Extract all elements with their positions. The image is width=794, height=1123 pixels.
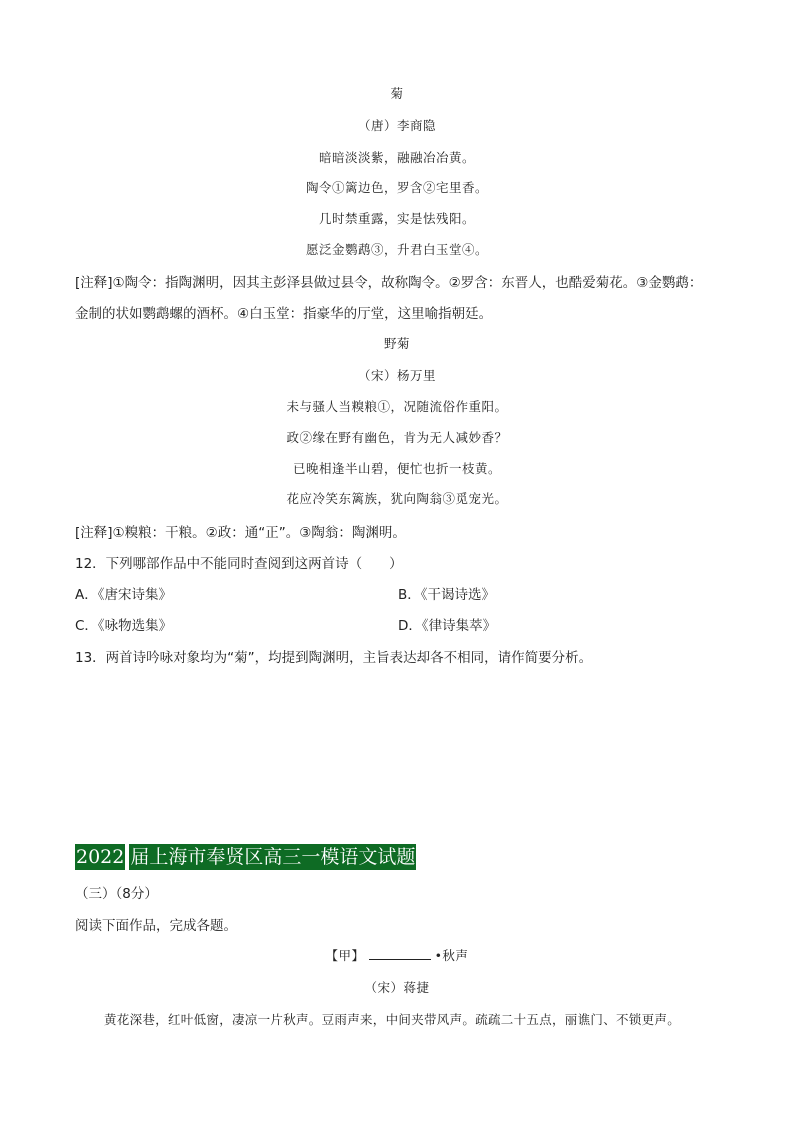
question-12: 12．下列哪部作品中不能同时查阅到这两首诗（ ） [75, 556, 403, 572]
banner-title: 届上海市奉贤区高三一模语文试题 [130, 846, 416, 868]
poem1-line-2: 陶令①篱边色，罗含②宅里香。 [305, 180, 488, 195]
poem2-line-3: 已晚相逢半山碧，便忙也折一枝黄。 [292, 461, 501, 476]
question-13: 13．两首诗吟咏对象均为“菊”，均提到陶渊明，主旨表达却各不相同，请作简要分析。 [75, 650, 593, 666]
q12-option-d: D．《律诗集萃》 [398, 618, 497, 634]
q12-option-a: A．《唐宋诗集》 [75, 587, 172, 603]
poem3-author: （宋）蒋捷 [364, 980, 430, 995]
poem1-notes-line-2: 金制的状如鹦鹉螺的酒杯。④白玉堂：指豪华的厅堂，这里喻指朝廷。 [75, 306, 493, 322]
poem1-line-4: 愿泛金鹦鹉③，升君白玉堂④。 [305, 242, 488, 257]
banner-year: 2022 [76, 846, 125, 868]
poem1-line-3: 几时禁重露，实是怯残阳。 [318, 211, 475, 226]
reading-instruction: 阅读下面作品，完成各题。 [75, 918, 237, 934]
poem3-title-prefix: 【甲】 [325, 948, 365, 963]
poem1-line-1: 暗暗淡淡紫，融融冶冶黄。 [318, 150, 475, 165]
poem1-title: 菊 [390, 86, 404, 101]
poem3-title [0, 946, 794, 964]
section-heading: （三）（8分） [75, 886, 158, 902]
poem3-line-1: 黄花深巷，红叶低窗，凄凉一片秋声。豆雨声来，中间夹带风声。疏疏二十五点，丽谯门、不锁更声。 [104, 1012, 681, 1027]
poem2-notes: [注释]①糗粮：干粮。②政：通“正”。③陶翁：陶渊明。 [75, 525, 406, 541]
poem3-title-suffix: •秋声 [434, 948, 469, 963]
q12-option-c: C．《咏物选集》 [75, 618, 173, 634]
poem2-line-1: 未与骚人当糗粮①，况随流俗作重阳。 [286, 399, 508, 414]
poem1-author: （唐）李商隐 [357, 118, 436, 133]
poem2-author: （宋）杨万里 [357, 368, 436, 383]
q12-option-b: B．《干谒诗选》 [398, 587, 496, 603]
poem1-notes-line-1: [注释]①陶令：指陶渊明，因其主彭泽县做过县令，故称陶令。②罗含：东晋人，也酷爱菊花。③金鹦鹉： [75, 275, 703, 291]
exam-source-banner [75, 844, 416, 870]
poem2-title: 野菊 [383, 336, 410, 351]
poem2-line-2: 政②缘在野有幽色，肯为无人减妙香？ [286, 430, 508, 445]
poem3-title-blank [369, 947, 431, 960]
poem2-line-4: 花应冷笑东篱族，犹向陶翁③觅宠光。 [286, 491, 508, 506]
